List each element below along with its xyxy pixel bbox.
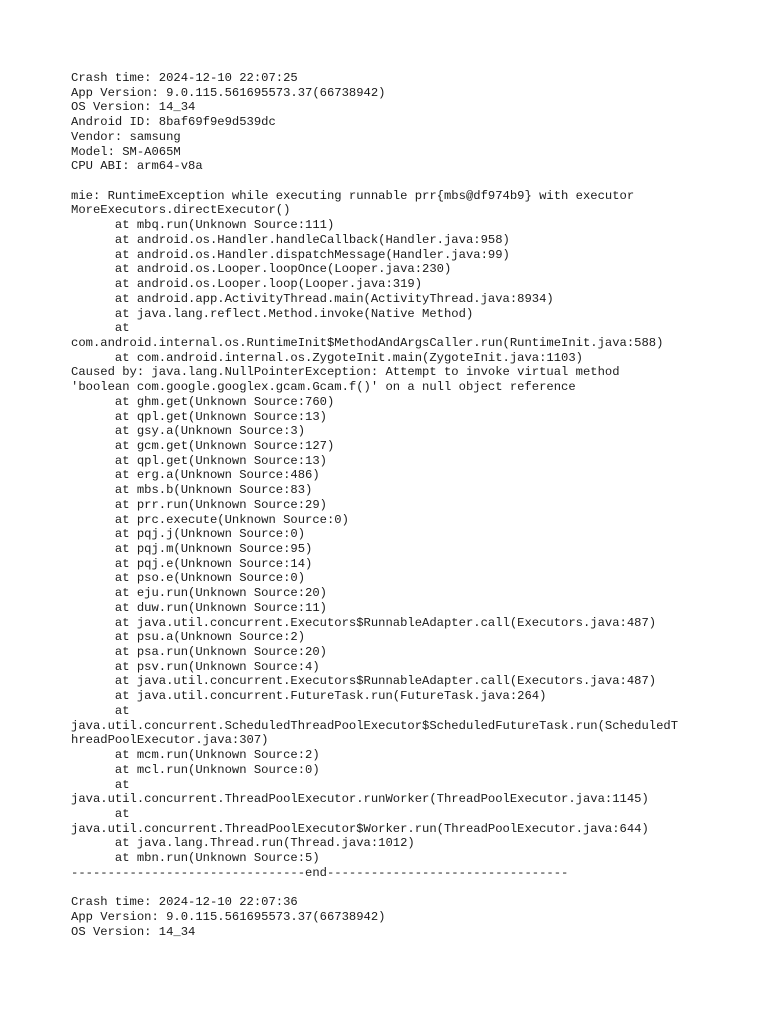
stack-frame-line: at	[71, 321, 130, 336]
stack-frame-line: at java.util.concurrent.Executors$RunnableAdapter.call(Executors.java:487)	[71, 615, 657, 630]
caused-by-line: Caused by: java.lang.NullPointerException: Attempt to invoke virtual method	[71, 365, 620, 380]
crash-header-1	[71, 71, 761, 174]
app-version-line: App Version: 9.0.115.561695573.37(66738942)	[71, 85, 386, 100]
android-id-line: Android ID: 8baf69f9e9d539dc	[71, 115, 276, 130]
stack-frame-line: at qpl.get(Unknown Source:13)	[71, 453, 327, 468]
stack-frame-line: at erg.a(Unknown Source:486)	[71, 468, 320, 483]
stack-frame-line: at android.app.ActivityThread.main(ActivityThread.java:8934)	[71, 291, 554, 306]
stack-frame-line: at android.os.Handler.dispatchMessage(Handler.java:99)	[71, 247, 510, 262]
stack-frame-line: at pqj.e(Unknown Source:14)	[71, 556, 313, 571]
stack-frame-line: at psv.run(Unknown Source:4)	[71, 659, 320, 674]
stack-frame-line: at mbs.b(Unknown Source:83)	[71, 483, 313, 498]
stack-frame-line: at	[71, 777, 130, 792]
cpu-abi-line: CPU ABI: arm64-v8a	[71, 159, 203, 174]
exception-line: MoreExecutors.directExecutor()	[71, 203, 291, 218]
os-version-line: OS Version: 14_34	[71, 924, 196, 939]
stack-frame-line: at java.util.concurrent.FutureTask.run(FutureTask.java:264)	[71, 689, 547, 704]
stack-frame-line: at prc.execute(Unknown Source:0)	[71, 512, 349, 527]
stack-frame-line: at gsy.a(Unknown Source:3)	[71, 424, 306, 439]
vendor-line: Vendor: samsung	[71, 129, 181, 144]
end-separator: --------------------------------end---------------------------------	[71, 865, 569, 880]
stack-frame-line: at pso.e(Unknown Source:0)	[71, 571, 306, 586]
blank-line	[71, 881, 761, 896]
stack-frame-line: com.android.internal.os.RuntimeInit$MethodAndArgsCaller.run(RuntimeInit.java:588)	[71, 335, 664, 350]
stack-frame-line: at java.util.concurrent.Executors$RunnableAdapter.call(Executors.java:487)	[71, 674, 657, 689]
stack-frame-line: at mbq.run(Unknown Source:111)	[71, 218, 335, 233]
stack-frame-line: at psa.run(Unknown Source:20)	[71, 645, 327, 660]
stack-frame-line: at mcm.run(Unknown Source:2)	[71, 748, 320, 763]
crash-log-document	[71, 71, 761, 939]
stack-frame-line: hreadPoolExecutor.java:307)	[71, 733, 269, 748]
stack-frame-line: at	[71, 703, 130, 718]
stack-frame-line: at pqj.j(Unknown Source:0)	[71, 527, 306, 542]
crash-time-line: Crash time: 2024-12-10 22:07:36	[71, 895, 298, 910]
stack-frame-line: java.util.concurrent.ThreadPoolExecutor$Worker.run(ThreadPoolExecutor.java:644)	[71, 821, 649, 836]
stack-trace-1	[71, 189, 761, 866]
stack-frame-line: java.util.concurrent.ThreadPoolExecutor.runWorker(ThreadPoolExecutor.java:1145)	[71, 792, 649, 807]
blank-line	[71, 174, 761, 189]
os-version-line: OS Version: 14_34	[71, 100, 196, 115]
stack-frame-line: java.util.concurrent.ScheduledThreadPoolExecutor$ScheduledFutureTask.run(ScheduledT	[71, 718, 679, 733]
caused-by-line: 'boolean com.google.googlex.gcam.Gcam.f()' on a null object reference	[71, 380, 576, 395]
stack-frame-line: at android.os.Looper.loop(Looper.java:319)	[71, 277, 423, 292]
crash-time-line: Crash time: 2024-12-10 22:07:25	[71, 71, 298, 85]
stack-frame-line: at ghm.get(Unknown Source:760)	[71, 394, 335, 409]
stack-frame-line: at java.lang.Thread.run(Thread.java:1012)	[71, 836, 415, 851]
model-line: Model: SM-A065M	[71, 144, 181, 159]
stack-frame-line: at duw.run(Unknown Source:11)	[71, 600, 327, 615]
stack-frame-line: at eju.run(Unknown Source:20)	[71, 586, 327, 601]
crash-header-2	[71, 895, 761, 939]
app-version-line: App Version: 9.0.115.561695573.37(66738942)	[71, 909, 386, 924]
stack-frame-line: at android.os.Looper.loopOnce(Looper.java:230)	[71, 262, 452, 277]
stack-frame-line: at java.lang.reflect.Method.invoke(Native Method)	[71, 306, 474, 321]
exception-line: mie: RuntimeException while executing runnable prr{mbs@df974b9} with executor	[71, 188, 635, 203]
stack-frame-line: at mcl.run(Unknown Source:0)	[71, 762, 320, 777]
stack-frame-line: at com.android.internal.os.ZygoteInit.main(ZygoteInit.java:1103)	[71, 350, 583, 365]
stack-frame-line: at qpl.get(Unknown Source:13)	[71, 409, 327, 424]
stack-frame-line: at prr.run(Unknown Source:29)	[71, 497, 327, 512]
stack-frame-line: at mbn.run(Unknown Source:5)	[71, 851, 320, 866]
stack-frame-line: at	[71, 806, 130, 821]
stack-frame-line: at gcm.get(Unknown Source:127)	[71, 438, 335, 453]
stack-frame-line: at psu.a(Unknown Source:2)	[71, 630, 306, 645]
stack-frame-line: at android.os.Handler.handleCallback(Handler.java:958)	[71, 232, 510, 247]
stack-frame-line: at pqj.m(Unknown Source:95)	[71, 542, 313, 556]
